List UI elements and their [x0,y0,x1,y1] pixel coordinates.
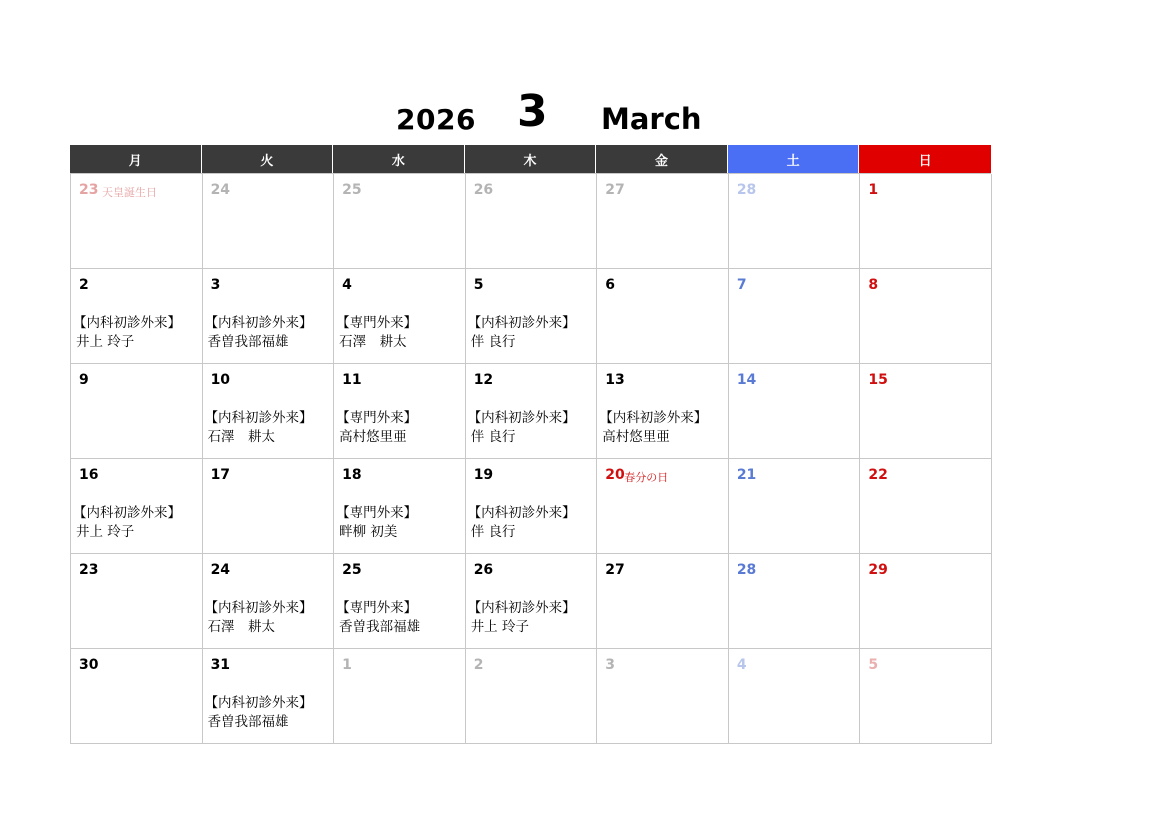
event-doctor: 畔柳 初美 [339,524,398,540]
clinic-event [468,504,576,542]
day-number: 26 [473,182,494,198]
day-number: 12 [473,372,494,388]
day-cell [71,269,203,364]
clinic-event [205,599,313,637]
day-cell [466,459,598,554]
event-doctor: 高村悠里亜 [339,429,407,445]
event-department: 【内科初診外来】 [204,315,313,331]
day-number: 8 [868,277,879,293]
day-cell [729,459,861,554]
day-cell [466,554,598,649]
day-number: 21 [736,467,757,483]
day-number: 29 [868,562,888,578]
day-number: 24 [210,562,231,578]
day-cell [597,649,729,744]
day-cell [466,174,598,269]
calendar-grid [70,173,991,744]
day-number: 2 [473,657,484,673]
day-cell [860,269,992,364]
day-number: 13 [605,372,625,388]
day-number: 9 [79,372,89,388]
day-number: 19 [473,467,494,483]
event-doctor: 伴 良行 [470,334,516,350]
event-doctor: 香曽我部福雄 [339,619,421,635]
event-department: 【内科初診外来】 [467,410,576,426]
day-number: 20 [605,467,625,483]
day-cell [334,364,466,459]
calendar [70,145,991,744]
day-cell [71,459,203,554]
event-department: 【内科初診外来】 [467,315,576,331]
day-number: 24 [210,182,231,198]
day-cell [203,174,335,269]
day-cell [466,364,598,459]
clinic-event [205,409,313,447]
day-number: 27 [605,562,625,578]
day-cell [729,554,861,649]
event-department: 【内科初診外来】 [467,505,576,521]
weekday-header-row [70,145,991,173]
day-number: 11 [342,372,362,388]
day-number: 25 [342,562,362,578]
weekday-header-thu: 木 [465,145,597,173]
event-doctor: 井上 玲子 [76,334,135,350]
weekday-header-sat: 土 [728,145,860,173]
day-cell [71,649,203,744]
day-cell [729,174,861,269]
event-department: 【内科初診外来】 [204,600,313,616]
event-doctor: 石澤 耕太 [207,429,276,445]
day-cell [597,554,729,649]
day-number: 3 [210,277,221,293]
day-number: 10 [210,372,231,388]
event-department: 【専門外来】 [336,505,418,521]
day-number: 3 [605,657,615,673]
day-number: 7 [736,277,747,293]
weekday-header-sun: 日 [859,145,991,173]
event-doctor: 井上 玲子 [76,524,135,540]
day-number: 6 [605,277,615,293]
clinic-event [468,599,576,637]
day-number: 15 [868,372,888,388]
day-cell [203,364,335,459]
event-department: 【専門外来】 [336,600,418,616]
day-cell [729,364,861,459]
day-cell [71,174,203,269]
clinic-event [73,314,181,352]
event-doctor: 井上 玲子 [470,619,529,635]
day-number: 23 [79,562,99,578]
event-doctor: 石澤 耕太 [339,334,407,350]
clinic-event [205,694,313,732]
day-cell [203,554,335,649]
event-department: 【内科初診外来】 [204,695,313,711]
day-cell [860,174,992,269]
clinic-event [336,314,417,352]
event-department: 【内科初診外来】 [204,410,313,426]
day-cell [729,649,861,744]
title-year: 2026 [396,103,476,136]
day-number: 1 [868,182,879,198]
day-cell [466,649,598,744]
day-cell [729,269,861,364]
day-cell [466,269,598,364]
day-cell [597,459,729,554]
day-number: 27 [605,182,625,198]
day-cell [334,649,466,744]
calendar-title [0,86,1169,142]
day-cell [203,269,335,364]
day-cell [203,649,335,744]
day-number: 25 [342,182,362,198]
weekday-header-wed: 水 [333,145,465,173]
event-department: 【専門外来】 [336,410,418,426]
event-doctor: 高村悠里亜 [602,429,670,445]
weekday-header-fri: 金 [596,145,728,173]
event-department: 【専門外来】 [336,315,418,331]
day-number: 16 [79,467,99,483]
clinic-event [205,314,313,352]
day-cell [71,364,203,459]
event-department: 【内科初診外来】 [73,505,181,521]
clinic-event [599,409,707,447]
clinic-event [468,409,576,447]
event-department: 【内科初診外来】 [73,315,181,331]
day-number: 5 [868,657,879,673]
event-doctor: 香曽我部福雄 [207,714,289,730]
day-number: 23 [79,182,99,198]
day-cell [334,459,466,554]
day-number: 1 [342,657,352,673]
title-month-number: 3 [517,86,548,137]
event-doctor: 伴 良行 [470,524,516,540]
event-department: 【内科初診外来】 [467,600,576,616]
weekday-header-tue: 火 [202,145,334,173]
holiday-label: 春分の日 [624,471,669,484]
day-number: 31 [210,657,231,673]
day-number: 18 [342,467,362,483]
day-cell [860,649,992,744]
clinic-event [73,504,181,542]
weekday-header-mon: 月 [70,145,202,173]
day-number: 2 [79,277,89,293]
day-cell [860,364,992,459]
clinic-event [336,409,417,447]
day-number: 14 [736,372,757,388]
day-number: 4 [342,277,352,293]
day-cell [597,174,729,269]
holiday-label: 天皇誕生日 [102,186,157,199]
day-number: 30 [79,657,99,673]
clinic-event [468,314,576,352]
day-cell [203,459,335,554]
event-doctor: 伴 良行 [470,429,516,445]
day-cell [597,269,729,364]
clinic-event [336,599,420,637]
day-number: 28 [736,562,757,578]
title-month-name: March [601,102,702,136]
day-cell [334,269,466,364]
day-cell [71,554,203,649]
clinic-event [336,504,417,542]
day-number: 28 [736,182,757,198]
event-doctor: 石澤 耕太 [207,619,276,635]
event-department: 【内科初診外来】 [599,410,708,426]
day-number: 4 [736,657,747,673]
day-number: 26 [473,562,494,578]
day-number: 17 [210,467,231,483]
day-cell [860,459,992,554]
day-cell [860,554,992,649]
day-cell [334,554,466,649]
day-number: 5 [473,277,484,293]
day-cell [597,364,729,459]
day-cell [334,174,466,269]
event-doctor: 香曽我部福雄 [207,334,289,350]
day-number: 22 [868,467,888,483]
